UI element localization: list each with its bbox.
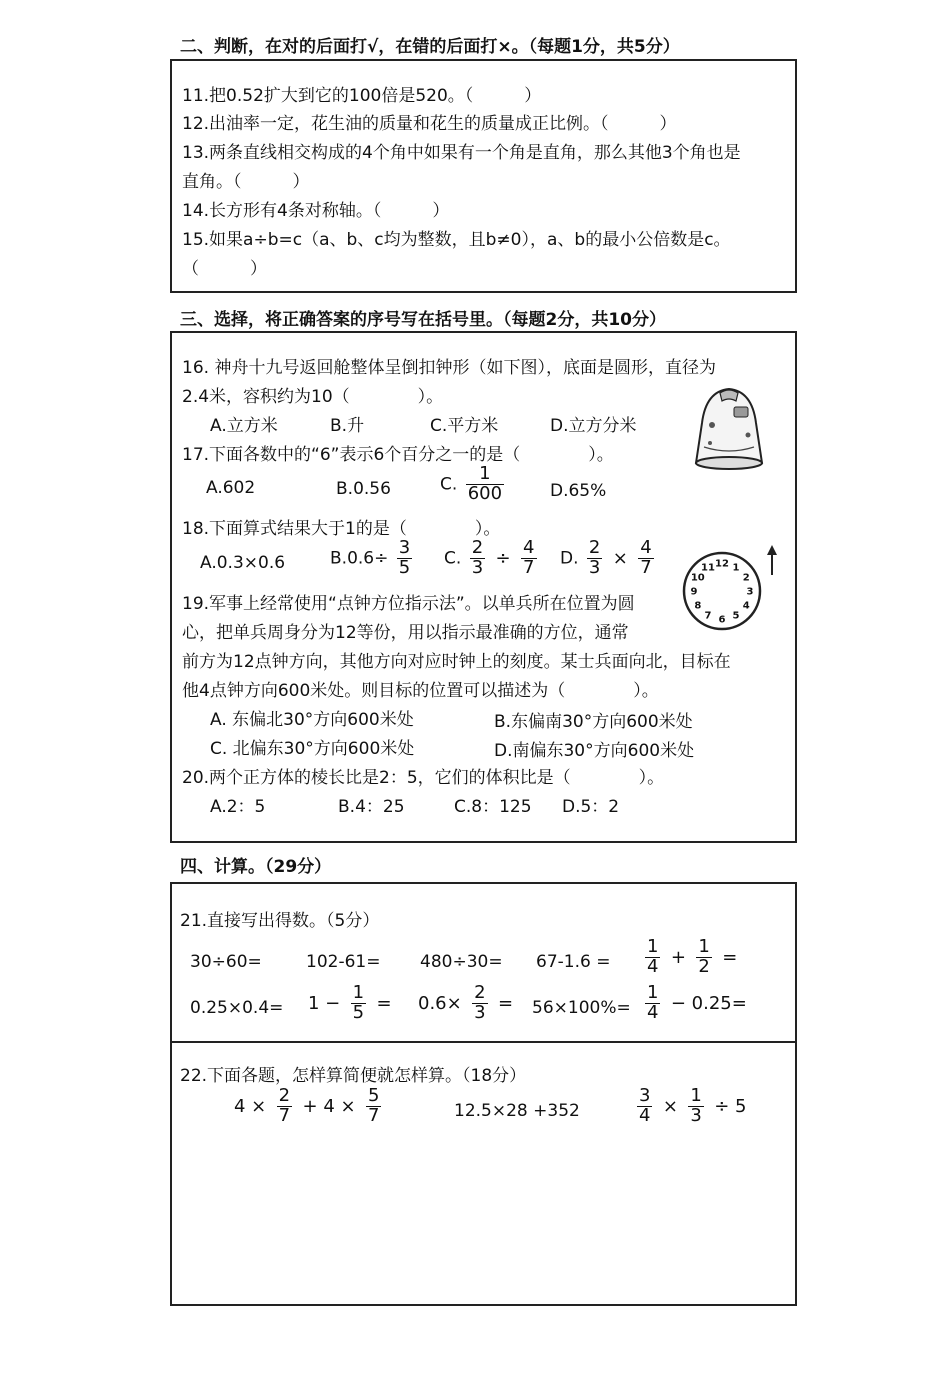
q18-option-d-label: D. xyxy=(560,548,579,569)
prefix: 1 − xyxy=(308,992,341,1014)
denominator: 7 xyxy=(523,556,535,578)
fraction xyxy=(277,1087,292,1126)
denominator: 3 xyxy=(471,556,484,578)
operator: + xyxy=(670,946,686,968)
return-capsule-icon xyxy=(690,385,768,475)
numerator: 1 xyxy=(698,936,710,957)
numerator: 2 xyxy=(474,982,486,1003)
q18-option-d xyxy=(560,539,657,578)
denominator: 7 xyxy=(640,556,652,578)
q17-option-b: B.0.56 xyxy=(336,479,391,499)
denominator: 7 xyxy=(368,1104,380,1126)
fraction xyxy=(645,938,660,977)
q17-option-a: A.602 xyxy=(206,478,256,498)
numerator: 4 xyxy=(640,537,652,558)
calc-2-3 xyxy=(416,984,515,1023)
denominator: 5 xyxy=(398,556,411,578)
question-17: 17.下面各数中的“6”表示6个百分之一的是（ ）。 xyxy=(182,445,614,465)
clock-direction-icon xyxy=(680,543,790,635)
denominator: 4 xyxy=(647,1001,659,1023)
clock-numeral: 1 xyxy=(732,562,740,574)
denominator: 600 xyxy=(467,482,503,504)
term: + 4 × xyxy=(302,1095,356,1117)
equals: = xyxy=(497,992,514,1014)
calc-1-2: 102-61= xyxy=(306,952,381,972)
question-13-line2: 直角。（ ） xyxy=(182,172,310,192)
question-18: 18.下面算式结果大于1的是（ ）。 xyxy=(182,519,501,539)
q18-option-c-label: C. xyxy=(444,548,462,569)
fraction xyxy=(366,1087,381,1126)
q17-option-c-label: C. xyxy=(440,474,458,495)
q18b-fraction xyxy=(397,539,412,578)
calc-1-3: 480÷30= xyxy=(420,952,503,972)
numerator: 5 xyxy=(368,1085,380,1106)
q16-option-c: C.平方米 xyxy=(430,416,499,436)
suffix: ÷ 5 xyxy=(714,1095,747,1117)
section-4-title: 四、计算。（29分） xyxy=(180,857,332,877)
numerator: 4 xyxy=(523,537,535,558)
q19-option-d: D.南偏东30°方向600米处 xyxy=(494,741,695,761)
question-19-line4: 他4点钟方向600米处。则目标的位置可以描述为（ ）。 xyxy=(182,681,659,701)
q17-fraction xyxy=(466,465,504,504)
q17-option-d: D.65% xyxy=(550,481,607,501)
fraction xyxy=(637,1087,652,1126)
calc-1-4: 67-1.6 = xyxy=(536,952,611,972)
numerator: 1 xyxy=(352,982,365,1003)
clock-numeral: 2 xyxy=(742,572,750,584)
numerator: 1 xyxy=(647,982,659,1003)
q18-option-b-label: B.0.6÷ xyxy=(330,548,389,569)
denominator: 3 xyxy=(588,556,601,578)
clock-numeral: 5 xyxy=(732,610,740,622)
numerator: 2 xyxy=(278,1085,291,1106)
q19-option-c: C. 北偏东30°方向600米处 xyxy=(210,739,415,759)
denominator: 3 xyxy=(474,1001,486,1023)
question-11: 11.把0.52扩大到它的100倍是520。（ ） xyxy=(182,86,542,106)
clock-numeral: 4 xyxy=(742,600,750,612)
fraction xyxy=(351,984,366,1023)
prefix: 0.6× xyxy=(418,992,462,1014)
numerator: 1 xyxy=(647,936,659,957)
section-2-title: 二、判断，在对的后面打√，在错的后面打×。（每题1分，共5分） xyxy=(180,37,680,57)
q18c-fraction-1 xyxy=(470,539,485,578)
section-2-box xyxy=(170,59,797,293)
expression-3 xyxy=(634,1087,748,1126)
denominator: 4 xyxy=(647,955,659,977)
suffix: − 0.25= xyxy=(670,992,747,1014)
operator: × xyxy=(612,547,628,569)
calc-1-5 xyxy=(642,938,739,977)
q18-option-c xyxy=(444,539,540,578)
expression-1 xyxy=(232,1087,384,1126)
calc-2-4: 56×100%= xyxy=(532,998,631,1018)
expression-2: 12.5×28 +352 xyxy=(454,1101,580,1121)
question-16-line1: 16. 神舟十九号返回舱整体呈倒扣钟形（如下图），底面是圆形，直径为 xyxy=(182,358,716,378)
numerator: 2 xyxy=(471,537,484,558)
q16-option-a: A.立方米 xyxy=(210,416,278,436)
numerator: 3 xyxy=(398,537,411,558)
clock-numeral: 12 xyxy=(715,558,729,570)
question-19-line1: 19.军事上经常使用“点钟方位指示法”。以单兵所在位置为圆 xyxy=(182,594,635,614)
fraction xyxy=(696,938,711,977)
q16-option-b: B.升 xyxy=(330,416,365,436)
clock-numeral: 7 xyxy=(704,610,712,622)
numerator: 1 xyxy=(479,463,491,484)
q20-option-b: B.4：25 xyxy=(338,797,405,817)
question-21: 21.直接写出得数。（5分） xyxy=(180,911,380,931)
denominator: 3 xyxy=(690,1104,702,1126)
equals: = xyxy=(722,946,738,968)
denominator: 5 xyxy=(352,1001,365,1023)
denominator: 4 xyxy=(639,1104,651,1126)
q16-option-d: D.立方分米 xyxy=(550,416,637,436)
divider xyxy=(172,1041,795,1043)
calc-2-5 xyxy=(642,984,749,1023)
question-12: 12.出油率一定，花生油的质量和花生的质量成正比例。（ ） xyxy=(182,114,677,134)
calc-2-2 xyxy=(306,984,394,1023)
section-4-box xyxy=(170,882,797,1306)
q17-option-c xyxy=(440,465,507,504)
operator: ÷ xyxy=(495,547,511,569)
q19-option-b: B.东偏南30°方向600米处 xyxy=(494,712,693,732)
question-13-line1: 13.两条直线相交构成的4个角中如果有一个角是直角，那么其他3个角也是 xyxy=(182,143,741,163)
calc-2-1: 0.25×0.4= xyxy=(190,998,284,1018)
numerator: 2 xyxy=(588,537,601,558)
clock-numeral: 3 xyxy=(746,586,754,598)
q18d-fraction-2 xyxy=(638,539,653,578)
denominator: 7 xyxy=(278,1104,291,1126)
numerator: 1 xyxy=(690,1085,702,1106)
denominator: 2 xyxy=(698,955,710,977)
section-3-box xyxy=(170,331,797,843)
equals: = xyxy=(376,992,392,1014)
clock-numeral: 11 xyxy=(701,562,715,574)
q20-option-d: D.5：2 xyxy=(562,797,620,817)
q18-option-b xyxy=(330,539,415,578)
question-19-line2: 心，把单兵周身分为12等份，用以指示最准确的方位，通常 xyxy=(182,623,629,643)
q18c-fraction-2 xyxy=(521,539,536,578)
clock-numeral: 8 xyxy=(694,600,702,612)
clock-numeral: 10 xyxy=(690,572,705,584)
term: 4 × xyxy=(234,1095,267,1117)
question-15-line1: 15.如果a÷b=c（a、b、c均为整数，且b≠0），a、b的最小公倍数是c。 xyxy=(182,230,731,250)
operator: × xyxy=(662,1095,678,1117)
question-19-line3: 前方为12点钟方向，其他方向对应时钟上的刻度。某士兵面向北，目标在 xyxy=(182,652,731,672)
q19-option-a: A. 东偏北30°方向600米处 xyxy=(210,710,414,730)
question-14: 14.长方形有4条对称轴。（ ） xyxy=(182,201,450,221)
question-15-line2: （ ） xyxy=(182,259,267,279)
question-16-line2: 2.4米，容积约为10（ ）。 xyxy=(182,387,444,407)
section-3-title: 三、选择，将正确答案的序号写在括号里。（每题2分，共10分） xyxy=(180,310,666,330)
calc-1-1: 30÷60= xyxy=(190,952,262,972)
numerator: 3 xyxy=(639,1085,651,1106)
q18d-fraction-1 xyxy=(587,539,602,578)
fraction xyxy=(645,984,660,1023)
fraction xyxy=(472,984,487,1023)
q18-option-a: A.0.3×0.6 xyxy=(200,553,286,573)
q20-option-a: A.2：5 xyxy=(210,797,266,817)
q20-option-c: C.8：125 xyxy=(454,797,532,817)
question-22: 22.下面各题，怎样算简便就怎样算。（18分） xyxy=(180,1066,527,1086)
fraction xyxy=(688,1087,703,1126)
question-20: 20.两个正方体的棱长比是2：5，它们的体积比是（ ）。 xyxy=(182,768,665,788)
clock-numeral: 6 xyxy=(718,614,726,626)
clock-numeral: 9 xyxy=(690,586,698,598)
